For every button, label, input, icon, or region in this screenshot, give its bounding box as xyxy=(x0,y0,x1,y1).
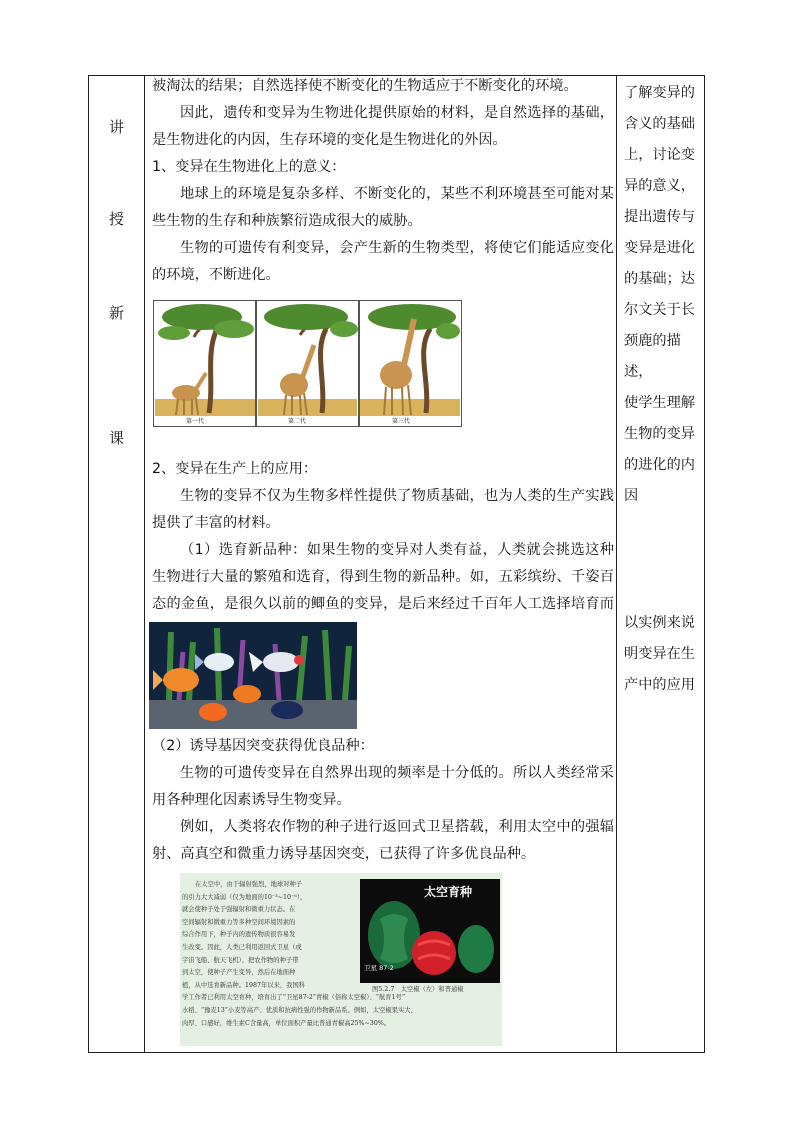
column-divider xyxy=(616,76,617,1052)
section-label-char: 课 xyxy=(108,429,124,447)
space-text-line: 学工作者已利用太空育种，培育出了“卫星87-2”青椒（俗称太空椒）、“航育1号” xyxy=(182,994,406,1001)
space-text-line: 植，从中选育新品种。1987年以来，我国科 xyxy=(182,981,306,989)
giraffe-illustration xyxy=(154,301,461,426)
space-text-line: 宇宙飞船、航天飞机），把农作物的种子带 xyxy=(182,956,299,964)
teaching-note-2 xyxy=(618,608,698,701)
space-text-line: 肉厚、口感好，维生素C含量高，单位面积产量比普通青椒高25%~30%。 xyxy=(182,1020,391,1027)
note-line: 生物的变异 xyxy=(624,426,695,442)
giraffe-caption: 第三代 xyxy=(392,418,411,425)
space-breeding-text xyxy=(182,879,358,992)
space-text-line: 在太空中，由于辐射强烈，地球对种子 xyxy=(195,881,303,888)
note-line: 上，讨论变 xyxy=(624,147,695,163)
space-figure-caption: 图5.2.7 太空椒（左）和普通椒 xyxy=(372,986,464,993)
giraffe-caption: 第二代 xyxy=(288,418,307,425)
giraffe-caption: 第一代 xyxy=(186,418,205,425)
paragraph: 被淘汰的结果；自然选择使不断变化的生物适应于不断变化的环境。 xyxy=(152,78,578,94)
space-text-line: 就会使种子处于强辐射和微重力状态。在 xyxy=(182,906,296,914)
goldfish-photo xyxy=(149,622,357,729)
teaching-note-1 xyxy=(618,78,698,512)
space-text-line: 到太空，使种子产生变异，然后在地面种 xyxy=(182,969,296,977)
space-text-line: 的引力大大减弱（仅为地面的10⁻³~10⁻⁶）， xyxy=(182,893,307,901)
note-line: 颈鹿的描述， xyxy=(624,333,681,380)
section-label-char: 新 xyxy=(108,304,124,322)
pepper-photo-label: 卫星 87-2 xyxy=(364,964,394,972)
section-label-column xyxy=(89,76,144,1052)
note-line: 以实例来说 xyxy=(624,615,695,631)
note-line: 明变异在生 xyxy=(624,646,695,662)
section-heading: 1、变异在生物进化上的意义： xyxy=(152,159,346,175)
note-line: 的基础；达 xyxy=(624,271,695,287)
pepper-photo xyxy=(360,879,500,983)
section-label-char: 讲 xyxy=(108,118,124,136)
paragraph: （1）选育新品种：如果生物的变异对人类有益，人类就会挑选这种生物进行大量的繁殖和选育，得到生物的新品种。如，五彩缤纷、千姿百态的金鱼，是很久以前的鲫鱼的变异，是后来经过千百年人工选择培育而 xyxy=(152,542,614,612)
goldfish-illustration xyxy=(149,622,357,729)
note-line: 含义的基础 xyxy=(624,116,695,132)
section-label-char: 授 xyxy=(108,210,124,228)
note-line: 的进化的内 xyxy=(624,457,695,473)
lesson-content xyxy=(146,76,614,1052)
note-line: 异的意义， xyxy=(624,178,695,194)
note-line: 产中的应用 xyxy=(624,677,695,693)
space-text-line: 生改变。因此，人类已利用返回式卫星（或 xyxy=(182,943,302,951)
note-line: 尔文关于长 xyxy=(624,302,695,318)
space-breeding-figure xyxy=(180,873,502,1046)
note-line: 因 xyxy=(624,488,639,504)
section-heading: 2、变异在生产上的应用： xyxy=(152,461,318,477)
section-heading: （2）诱导基因突变获得优良品种： xyxy=(152,738,374,754)
note-line: 提出遗传与 xyxy=(624,209,695,225)
paragraph: 生物的可遗传有利变异，会产生新的生物类型，将使它们能适应变化的环境，不断进化。 xyxy=(152,240,614,283)
paragraph: 例如，人类将农作物的种子进行返回式卫星搭载，利用太空中的强辐射、高真空和微重力诱导基因突变，已获得了许多优良品种。 xyxy=(152,819,614,862)
pepper-photo-title: 太空育种 xyxy=(424,885,473,899)
space-text-line: 综合作用下，种子内的遗传物质很容易发 xyxy=(182,931,296,939)
paragraph: 生物的可遗传变异在自然界出现的频率是十分低的。所以人类经常采用各种理化因素诱导生物变异。 xyxy=(152,765,614,808)
note-line: 了解变异的 xyxy=(624,85,695,101)
giraffe-evolution-figure xyxy=(153,300,462,427)
lesson-table xyxy=(88,75,705,1053)
space-text-line: 水稻、“豫麦13”小麦等高产、优质和抗病性强的作物新品系。例如，太空椒果实大、 xyxy=(182,1007,417,1014)
paragraph: 地球上的环境是复杂多样、不断变化的，某些不利环境甚至可能对某些生物的生存和种族繁衍造成很大的威胁。 xyxy=(152,186,614,229)
paragraph: 因此，遗传和变异为生物进化提供原始的材料，是自然选择的基础，是生物进化的内因，生存环境的变化是生物进化的外因。 xyxy=(152,105,614,148)
column-divider xyxy=(144,76,145,1052)
paragraph: 生物的变异不仅为生物多样性提供了物质基础，也为人类的生产实践提供了丰富的材料。 xyxy=(152,488,614,531)
note-line: 使学生理解 xyxy=(624,395,695,411)
teaching-notes xyxy=(618,76,704,1052)
space-text-line: 空间辐射和微重力等多种空间环境因素的 xyxy=(182,918,296,926)
note-line: 变异是进化 xyxy=(624,240,695,256)
